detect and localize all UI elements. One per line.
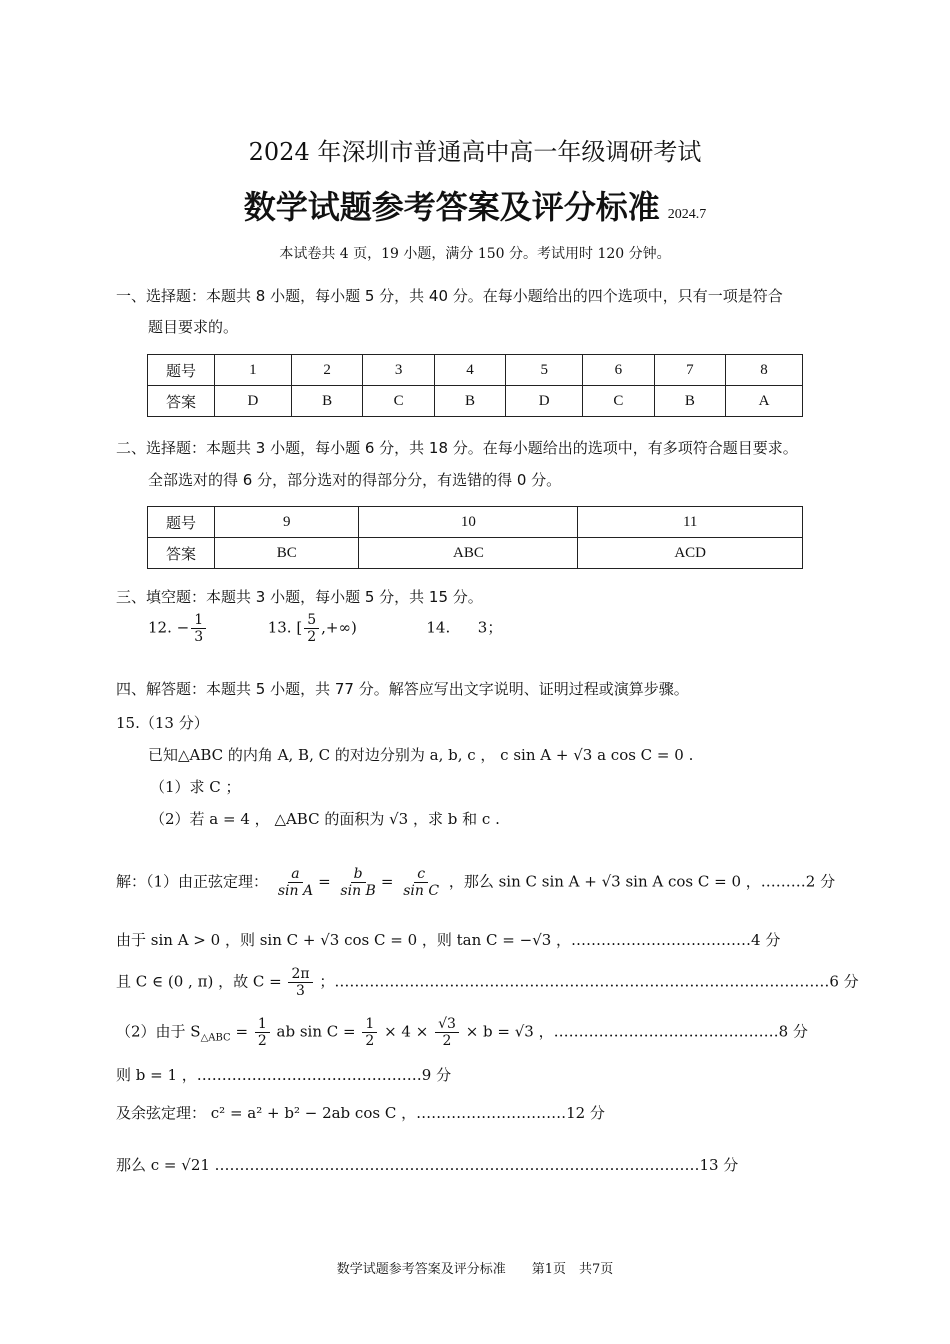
fraction bbox=[400, 866, 442, 899]
solution-line-1: 解：（1）由正弦定理： $\frac{a}{\text{sin A}}$ = $\frac{b}{\text{sin B}}$ = $\frac{c}{\text{sin C}}$ ，那么 sin C sin A + √3 sin A cos C = 0 ，………2 分 bbox=[116, 866, 836, 899]
denominator: 3 bbox=[296, 983, 305, 999]
numerator: 1 bbox=[191, 612, 206, 629]
table-cell: 4 bbox=[434, 355, 505, 386]
denominator: 2 bbox=[365, 1033, 375, 1049]
numerator: 1 bbox=[255, 1016, 270, 1033]
solution-suffix: ，那么 sin C sin A + √3 sin A cos C = 0 ，………2 分 bbox=[448, 872, 836, 891]
denominator: sin A bbox=[277, 883, 314, 899]
q14-label: 14. bbox=[426, 618, 451, 637]
section2-heading: 二、选择题：本题共 3 小题，每小题 6 分，共 18 分。在每小题给出的选项中，有多项符合题目要求。 bbox=[116, 439, 798, 457]
q15-part2: （2）若 a = 4 ， △ABC 的面积为 √3 ，求 b 和 c . bbox=[150, 810, 500, 828]
numerator: b bbox=[351, 866, 366, 883]
row-label-answer: 答案 bbox=[148, 538, 215, 569]
equals: = bbox=[235, 1022, 249, 1041]
table-cell: 11 bbox=[578, 507, 803, 538]
solution-line-6: 及余弦定理： c² = a² + b² − 2ab cos C ，…………………………12 分 bbox=[116, 1104, 605, 1122]
denominator: 2 bbox=[307, 629, 317, 645]
table-cell: ABC bbox=[359, 538, 578, 569]
exam-title: 2024 年深圳市普通高中高一年级调研考试 bbox=[248, 138, 702, 166]
denominator: 2 bbox=[257, 1033, 267, 1049]
solution-suffix: × b = √3 ，………………………………………8 分 bbox=[465, 1022, 808, 1041]
table-cell: 2 bbox=[291, 355, 362, 386]
table-cell: 6 bbox=[583, 355, 654, 386]
table-row bbox=[148, 538, 803, 569]
fill-in-answers bbox=[148, 612, 502, 645]
solution-prefix: 解：（1）由正弦定理： bbox=[116, 872, 269, 891]
q15-stem: 已知△ABC 的内角 A, B, C 的对边分别为 a, b, c ， c sin A + √3 a cos C = 0 . bbox=[148, 746, 694, 764]
denominator: sin B bbox=[340, 883, 376, 899]
solution-mid: ab sin C = bbox=[276, 1022, 356, 1041]
numerator: 5 bbox=[304, 612, 319, 629]
solution-prefix: （2）由于 S bbox=[116, 1022, 201, 1041]
fraction bbox=[288, 966, 312, 999]
fraction bbox=[255, 1016, 270, 1049]
row-label-answer: 答案 bbox=[148, 386, 215, 417]
exam-info: 本试卷共 4 页，19 小题，满分 150 分。考试用时 120 分钟。 bbox=[279, 246, 671, 262]
section3-heading: 三、填空题：本题共 3 小题，每小题 5 分，共 15 分。 bbox=[116, 588, 483, 606]
table-row bbox=[148, 355, 803, 386]
numerator: c bbox=[414, 866, 428, 883]
row-label-question: 题号 bbox=[148, 355, 215, 386]
denominator: 2 bbox=[442, 1033, 452, 1049]
solution-line-4 bbox=[116, 1016, 808, 1049]
area-subscript: △ABC bbox=[200, 1032, 231, 1044]
table-cell: D bbox=[506, 386, 583, 417]
table-cell: A bbox=[726, 386, 803, 417]
solution-line-3 bbox=[116, 966, 859, 999]
denominator: 3 bbox=[194, 629, 204, 645]
answer-key-title bbox=[0, 182, 950, 228]
section2-heading-cont: 全部选对的得 6 分，部分选对的得部分分，有选错的得 0 分。 bbox=[148, 471, 562, 489]
table-cell: ACD bbox=[578, 538, 803, 569]
table-cell: 8 bbox=[726, 355, 803, 386]
table-cell: 5 bbox=[506, 355, 583, 386]
page-footer: 数学试题参考答案及评分标准 第1页 共7页 bbox=[336, 1262, 614, 1277]
q13-label: 13. bbox=[267, 618, 292, 637]
exam-date: 2024.7 bbox=[667, 207, 707, 222]
fraction bbox=[337, 866, 378, 899]
solution-line-5: 则 b = 1 ，………………………………………9 分 bbox=[116, 1066, 452, 1084]
q15-part1: （1）求 C ； bbox=[150, 778, 241, 796]
table-cell: D bbox=[215, 386, 292, 417]
q12-fraction bbox=[191, 612, 206, 645]
solution-mid: × 4 × bbox=[384, 1022, 429, 1041]
numerator: 1 bbox=[362, 1016, 377, 1033]
solution-suffix: ；………………………………………………………………………………………6 分 bbox=[319, 972, 859, 991]
solution-line-7: 那么 c = √21 .……………………………………………………………………………………13 分 bbox=[116, 1156, 739, 1174]
table-cell: C bbox=[583, 386, 654, 417]
table-row bbox=[148, 507, 803, 538]
table-cell: B bbox=[434, 386, 505, 417]
q12-label: 12. bbox=[148, 618, 172, 637]
numerator: a bbox=[288, 866, 302, 883]
q13-rest: ,+∞) bbox=[321, 618, 357, 637]
table-row bbox=[148, 386, 803, 417]
section2-answer-table bbox=[147, 506, 803, 569]
section1-answer-table bbox=[147, 354, 803, 417]
fraction bbox=[362, 1016, 377, 1049]
table-cell: 1 bbox=[215, 355, 292, 386]
numerator: √3 bbox=[435, 1016, 459, 1033]
table-cell: C bbox=[363, 386, 434, 417]
table-cell: B bbox=[291, 386, 362, 417]
fraction bbox=[435, 1016, 459, 1049]
fraction bbox=[275, 866, 316, 899]
table-cell: 10 bbox=[359, 507, 578, 538]
answer-key-heading: 数学试题参考答案及评分标准 bbox=[243, 188, 660, 226]
q14-answer: 3； bbox=[477, 618, 503, 637]
section1-heading: 一、选择题：本题共 8 小题，每小题 5 分，共 40 分。在每小题给出的四个选项中，只有一项是符合 bbox=[116, 287, 783, 305]
row-label-question: 题号 bbox=[148, 507, 215, 538]
q13-fraction bbox=[304, 612, 319, 645]
section1-heading-cont: 题目要求的。 bbox=[148, 318, 239, 336]
q13-open: [ bbox=[296, 618, 303, 637]
table-cell: 3 bbox=[363, 355, 434, 386]
solution-line-2: 由于 sin A > 0 ，则 sin C + √3 cos C = 0 ，则 tan C = −√3 ，………………………………4 分 bbox=[116, 931, 781, 949]
table-cell: 7 bbox=[654, 355, 725, 386]
table-cell: B bbox=[654, 386, 725, 417]
q12-sign: − bbox=[176, 618, 190, 637]
table-cell: 9 bbox=[215, 507, 359, 538]
table-cell: BC bbox=[215, 538, 359, 569]
denominator: sin C bbox=[403, 883, 440, 899]
solution-prefix: 且 C ∈ (0 , π) ，故 C = bbox=[116, 972, 282, 991]
q15-header: 15.（13 分） bbox=[116, 714, 209, 732]
section4-heading: 四、解答题：本题共 5 小题，共 77 分。解答应写出文字说明、证明过程或演算步骤。 bbox=[116, 680, 689, 698]
numerator: 2π bbox=[288, 966, 312, 983]
